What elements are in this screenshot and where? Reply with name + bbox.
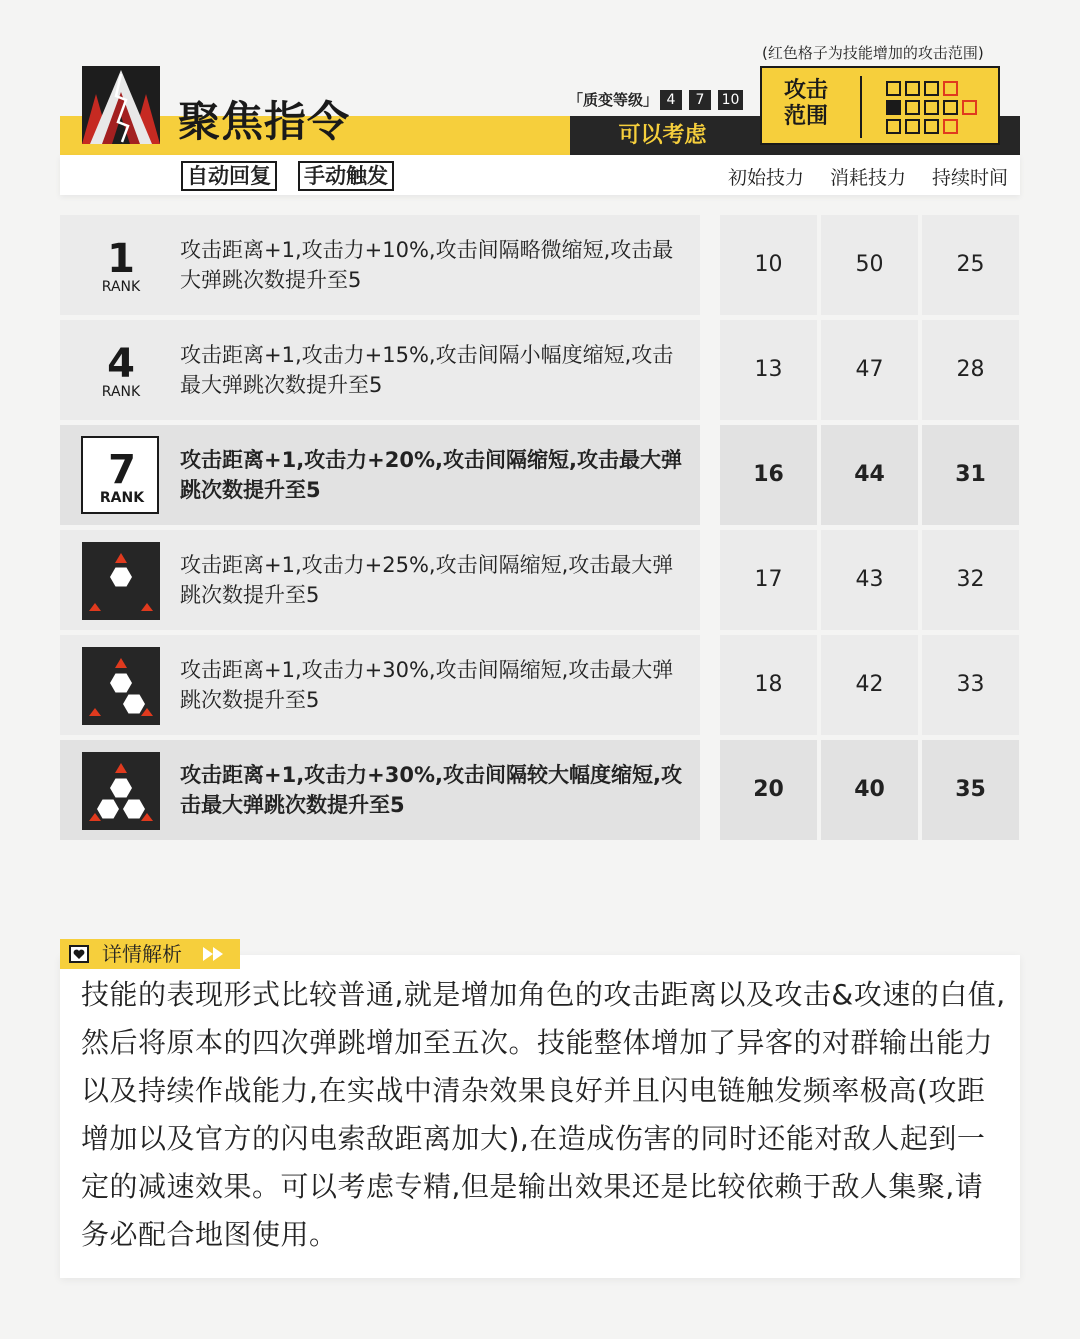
skill-level-row <box>60 635 700 735</box>
range-cell-added <box>962 100 977 115</box>
skill-level-row <box>60 530 700 630</box>
lightning-skill-icon <box>82 66 160 144</box>
rank-level-number: 1 <box>107 236 135 282</box>
initial-sp-value: 13 <box>720 320 817 420</box>
range-cell <box>886 119 901 134</box>
verdict-label: 可以考虑 <box>618 123 707 148</box>
rank-label: RANK <box>101 384 141 400</box>
analysis-tag <box>60 939 240 969</box>
mutation-level-7: 7 <box>689 90 711 110</box>
range-note: (红色格子为技能增加的攻击范围) <box>762 44 984 62</box>
rank-label: RANK <box>99 490 145 506</box>
skill-title: 聚焦指令 <box>178 97 351 146</box>
duration-value: 35 <box>922 740 1019 840</box>
effect-description: 攻击距离+1,攻击力+15%,攻击间隔小幅度缩短,攻击最大弹跳次数提升至5 <box>180 343 674 397</box>
mastery-3-icon <box>82 752 160 830</box>
attack-range-panel <box>760 66 1000 145</box>
sp-cost-value: 43 <box>821 530 918 630</box>
col-sp-cost: 消耗技力 <box>830 167 907 189</box>
attack-range-label: 攻击范围 <box>783 78 828 129</box>
range-cell <box>905 119 920 134</box>
col-duration: 持续时间 <box>932 167 1009 189</box>
range-cell <box>924 100 939 115</box>
range-divider <box>860 76 862 138</box>
analysis-title: 详情解析 <box>102 942 182 966</box>
duration-value: 28 <box>922 320 1019 420</box>
rank-label: RANK <box>101 279 141 295</box>
duration-value: 32 <box>922 530 1019 630</box>
trigger-type-tag: 手动触发 <box>298 161 394 191</box>
range-cell <box>924 119 939 134</box>
duration-value: 25 <box>922 215 1019 315</box>
range-cell <box>886 81 901 96</box>
range-cell-operator <box>886 100 901 115</box>
skill-level-row <box>60 215 700 315</box>
duration-value: 31 <box>922 425 1019 525</box>
mutation-level-4: 4 <box>660 90 682 110</box>
range-cell <box>905 100 920 115</box>
rank-level-number: 7 <box>108 447 136 493</box>
mutation-level-10: 10 <box>718 90 743 110</box>
sp-cost-value: 40 <box>821 740 918 840</box>
effect-description: 攻击距离+1,攻击力+30%,攻击间隔较大幅度缩短,攻击最大弹跳次数提升至5 <box>180 763 682 817</box>
play-arrows-icon <box>203 947 225 961</box>
analysis-text: 技能的表现形式比较普通,就是增加角色的攻击距离以及攻击&攻速的白值,然后将原本的四次弹跳增加至五次。技能整体增加了异客的对群输出能力以及持续作战能力,在实战中清杂效果良好并且闪电链触发频率极高(攻距增加以及官方的闪电索敌距离加大),在造成伤害的同时还能对敌人起到一定的减速效果。可以考虑专精,但是输出效果还是比较依赖于敌人集聚,请务必配合地图使用。 <box>81 978 1006 1251</box>
rank-badge <box>82 227 160 305</box>
effect-description: 攻击距离+1,攻击力+10%,攻击间隔略微缩短,攻击最大弹跳次数提升至5 <box>180 238 674 292</box>
rank-level-number: 4 <box>107 341 135 387</box>
skill-level-row <box>60 740 700 840</box>
range-cell <box>943 100 958 115</box>
initial-sp-value: 16 <box>720 425 817 525</box>
initial-sp-value: 20 <box>720 740 817 840</box>
initial-sp-value: 10 <box>720 215 817 315</box>
sp-cost-value: 50 <box>821 215 918 315</box>
effect-description: 攻击距离+1,攻击力+30%,攻击间隔缩短,攻击最大弹跳次数提升至5 <box>180 658 674 712</box>
initial-sp-value: 18 <box>720 635 817 735</box>
duration-value: 33 <box>922 635 1019 735</box>
range-cell <box>905 81 920 96</box>
mastery-2-icon <box>82 647 160 725</box>
range-cell-added <box>943 119 958 134</box>
effect-description: 攻击距离+1,攻击力+20%,攻击间隔缩短,攻击最大弹跳次数提升至5 <box>180 448 682 502</box>
sp-cost-value: 42 <box>821 635 918 735</box>
initial-sp-value: 17 <box>720 530 817 630</box>
heart-icon <box>69 945 89 963</box>
mutation-level-label: 「质变等级」 <box>568 91 659 109</box>
mastery-1-icon <box>82 542 160 620</box>
sp-cost-value: 44 <box>821 425 918 525</box>
col-initial-sp: 初始技力 <box>728 167 805 189</box>
skill-level-row <box>60 320 700 420</box>
rank-badge <box>82 332 160 410</box>
effect-description: 攻击距离+1,攻击力+25%,攻击间隔缩短,攻击最大弹跳次数提升至5 <box>180 553 674 607</box>
range-cell <box>924 81 939 96</box>
range-cell-added <box>943 81 958 96</box>
sp-cost-value: 47 <box>821 320 918 420</box>
mutation-level-text: 质变等级 <box>583 91 644 109</box>
recovery-type-tag: 自动回复 <box>181 161 277 191</box>
rank-badge <box>81 436 159 514</box>
skill-level-row <box>60 425 700 525</box>
